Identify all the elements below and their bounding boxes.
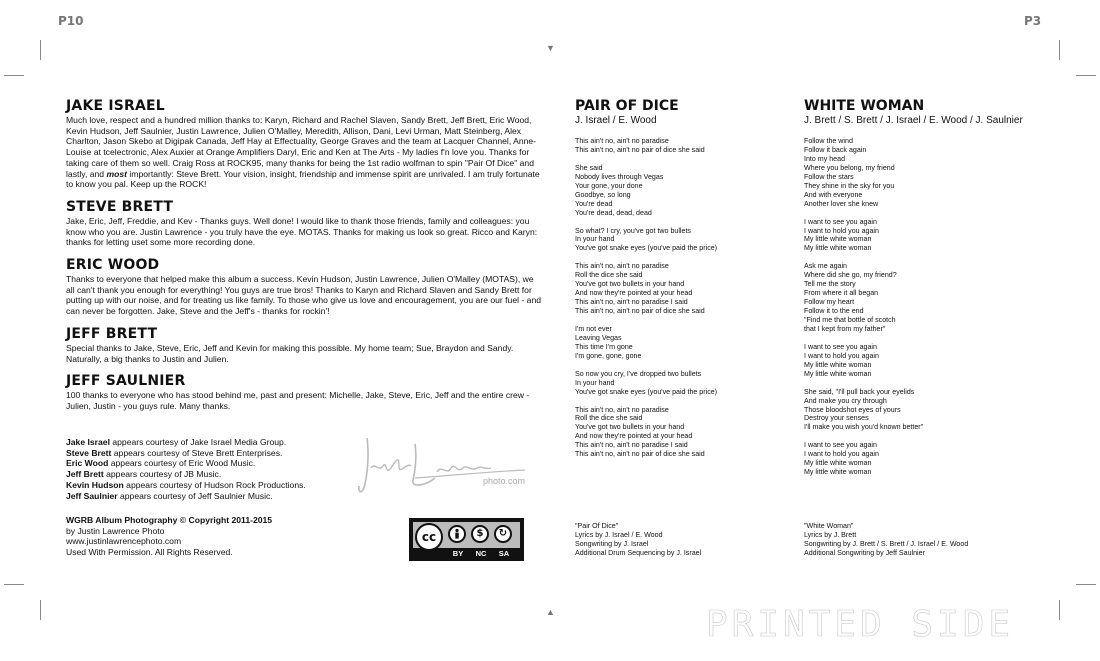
lyric-line: They shine in the sky for you	[804, 181, 895, 190]
lyric-line: My little white woman	[804, 468, 872, 477]
courtesy-name: Eric Wood	[66, 458, 109, 469]
crop-mark	[4, 75, 24, 76]
courtesy-text: appears courtesy of Steve Brett Enterprises.	[111, 447, 283, 458]
thanks-section-jeff-brett	[66, 326, 542, 364]
lyric-line: You've got snake eyes (you've paid the price)	[575, 387, 718, 396]
lyric-line: She said, "I'll pull back your eyelids	[804, 387, 915, 396]
lyric-line: Leaving Vegas	[575, 333, 622, 342]
courtesy-text: appears courtesy of Eric Wood Music.	[108, 458, 256, 469]
lyric-line: Goodbye, so long	[575, 190, 631, 199]
lyric-line: And with everyone	[804, 190, 863, 199]
lyric-line: She said	[575, 163, 603, 172]
lyric-line: Follow it back again	[804, 145, 867, 154]
lyric-line: Another lover she knew	[804, 199, 879, 208]
lyric-stanza	[575, 262, 790, 316]
song-note-line: Lyrics by J. Israel / E. Wood	[575, 530, 663, 539]
lyric-line: "Find me that bottle of scotch	[804, 316, 896, 325]
lyric-line: This ain't no, ain't no paradise I said	[575, 441, 688, 450]
sharealike-icon: ↻	[494, 525, 512, 543]
lyric-stanza	[575, 227, 790, 254]
song-note-line: Songwriting by J. Israel	[575, 539, 649, 548]
lyric-line: This ain't no, ain't no pair of dice she said	[575, 450, 705, 459]
thanks-section-steve	[66, 199, 542, 248]
copyright-title: WGRB Album Photography © Copyright 2011-2015	[66, 515, 273, 525]
section-body: Jake, Eric, Jeff, Freddie, and Kev - Thanks guys. Well done! I would like to thank those friends, family and colleagues: you know who you are. Justin Lawrence - you truly have the eye. MOTAS. Thanks for making us look so great. Ricco and Karyn: thanks for letting uset some more recording done.	[66, 215, 538, 248]
thanks-section-jeff-saulnier	[66, 373, 542, 411]
lyric-line: Your gone, your done	[575, 181, 643, 190]
section-body: Special thanks to Jake, Steve, Eric, Jeff and Kevin for making this possible. My home team; Sue, Braydon and Sandy. Naturally, a big thanks to Justin and Julien.	[66, 342, 514, 364]
cc-label-by: BY	[452, 549, 464, 558]
song-lyrics	[575, 137, 790, 459]
lyric-line: And now they're pointed at your head	[575, 289, 693, 298]
lyric-line: You're dead	[575, 199, 613, 208]
section-heading: ERIC WOOD	[66, 257, 160, 274]
section-heading: JAKE ISRAEL	[66, 98, 165, 114]
courtesy-list	[66, 437, 366, 501]
lyric-line: I want to see you again	[804, 441, 877, 450]
lyric-stanza	[804, 262, 1054, 334]
lyric-line: And make you cry through	[804, 396, 887, 405]
lyric-line: Roll the dice she said	[575, 271, 643, 280]
crop-mark	[4, 584, 24, 585]
lyric-stanza	[575, 137, 790, 155]
fold-up-triangle-icon: ▲	[546, 607, 555, 617]
courtesy-text: appears courtesy of Jeff Saulnier Music.	[117, 490, 273, 501]
courtesy-name: Jake Israel	[66, 437, 110, 447]
song-note-line: Lyrics by J. Brett	[804, 530, 857, 539]
section-body-text: Much love, respect and a hundred million thanks to: Karyn, Richard and Rachel Slaven, Sandy Brett, Jeff Brett, Eric Wood, Kevin Hudson, Jeff Saulnier, Justin Lawrence, Julien O'Malley, Meredith, Allison, Dani, Levi Urman, Matt Steinberg, Alex Charlton, Jason Skebo at Digipak Canada, Jeff Hay at Effectuality, George Graves and the team at Lacquer Channel, Anne-Louise at tcelectronic, Alex Auxier at Orange Amplifiers Daryl, Eric and Ken at The Arts - My ladies f'n love you. Thanks for taking care of them so well. Craig Ross at ROCK95, many thanks for being the 1st radio wolfman to spin "Pair Of Dice" and lastly, and	[66, 115, 537, 179]
song-note-line: "Pair Of Dice"	[575, 522, 619, 530]
thanks-section-jake	[66, 98, 542, 190]
copyright-line: Used With Permission. All Rights Reserved.	[66, 547, 233, 558]
page-label-left: P10	[58, 14, 84, 28]
song-credit: J. Brett / S. Brett / J. Israel / E. Wood / J. Saulnier	[804, 115, 1023, 126]
lyric-line: This ain't no, ain't no pair of dice she said	[575, 307, 705, 316]
courtesy-name: Steve Brett	[66, 447, 112, 458]
lyric-line: You've got two bullets in your hand	[575, 280, 685, 289]
crop-mark	[1076, 584, 1096, 585]
lyric-line: Nobody lives through Vegas	[575, 172, 664, 181]
lyric-line: Where you belong, my friend	[804, 163, 895, 172]
lyric-line: From where it all began	[804, 289, 879, 298]
lyric-line: I want to hold you again	[804, 226, 879, 235]
printed-side-watermark: PRINTED SIDE	[706, 604, 1015, 645]
lyric-line: You're dead, dead, dead	[575, 208, 652, 217]
lyric-line: Destroy your senses	[804, 414, 869, 423]
lyric-line: Ask me again	[804, 262, 847, 271]
lyric-stanza	[804, 343, 1054, 379]
section-body	[66, 115, 542, 190]
signature-graphic	[355, 432, 530, 504]
crop-mark	[1059, 40, 1060, 60]
lyric-line: My little white woman	[804, 369, 872, 378]
attribution-icon	[448, 525, 466, 543]
lyric-line: My little white woman	[804, 360, 872, 369]
section-heading: JEFF SAULNIER	[66, 373, 186, 390]
lyric-line: So what? I cry, you've got two bullets	[575, 226, 691, 235]
noncommercial-icon: $	[471, 525, 489, 543]
cc-icon: cc	[415, 523, 443, 551]
lyric-line: So now you cry, I've dropped two bullets	[575, 369, 702, 378]
courtesy-name: Kevin Hudson	[66, 479, 124, 490]
crop-mark	[1059, 600, 1060, 620]
lyric-line: that I kept from my father"	[804, 324, 886, 333]
lyric-line: I want to see you again	[804, 217, 877, 226]
lyric-line: I want to see you again	[804, 342, 877, 351]
courtesy-text: appears courtesy of JB Music.	[103, 469, 222, 480]
lyric-line: I'll make you wish you'd known better"	[804, 423, 924, 432]
lyric-line: My little white woman	[804, 235, 872, 244]
thanks-section-eric	[66, 257, 542, 317]
courtesy-line	[66, 491, 366, 502]
lyric-line: Roll the dice she said	[575, 414, 643, 423]
song-notes-pair-of-dice	[575, 522, 790, 558]
courtesy-name: Jeff Saulnier	[66, 490, 118, 501]
lyric-line: This ain't no, ain't no paradise	[575, 405, 669, 414]
song-pair-of-dice	[575, 98, 790, 468]
song-note-line: Additional Drum Sequencing by J. Israel	[575, 548, 702, 557]
courtesy-line	[66, 458, 366, 469]
section-heading: STEVE BRETT	[66, 198, 174, 215]
lyric-line: Follow the wind	[804, 137, 853, 145]
crop-mark	[40, 40, 41, 60]
song-note-line: Additional Songwriting by Jeff Saulnier	[804, 548, 925, 557]
lyric-line: This ain't no, ain't no paradise I said	[575, 298, 688, 307]
lyric-line: I'm gone, gone, gone	[575, 351, 642, 360]
song-white-woman	[804, 98, 1054, 486]
cc-label-sa: SA	[498, 549, 510, 558]
song-note-line: Songwriting by J. Brett / S. Brett / J. Israel / E. Wood	[804, 539, 969, 548]
lyric-stanza	[804, 441, 1054, 477]
thanks-column	[66, 98, 542, 421]
lyric-line: You've got snake eyes (you've paid the price)	[575, 244, 718, 253]
cc-label-nc: NC	[475, 549, 487, 558]
crop-mark	[1076, 75, 1096, 76]
lyric-stanza	[804, 388, 1054, 433]
lyric-line: You've got two bullets in your hand	[575, 423, 685, 432]
song-title: PAIR OF DICE	[575, 98, 679, 114]
lyric-line: I'm not ever	[575, 324, 612, 333]
lyric-line: This ain't no, ain't no paradise	[575, 137, 669, 145]
section-body-text-end: importantly: Steve Brett. Your vision, insight, friendship and immense spirit are unrivaled. I am truly fortunate to know you pal. Keep up the ROCK!	[66, 168, 540, 190]
lyric-line: Where did she go, my friend?	[804, 271, 897, 280]
song-title: WHITE WOMAN	[804, 98, 925, 114]
lyric-line: My little white woman	[804, 459, 872, 468]
copyright-block	[66, 515, 366, 558]
section-body: 100 thanks to everyone who has stood behind me, past and present: Michelle, Jake, Steve, Eric, Jeff and the entire crew - Julien, Justin - you guys rule. Many thanks.	[66, 390, 530, 411]
lyric-line: In your hand	[575, 235, 615, 244]
lyric-stanza	[575, 325, 790, 361]
lyric-line: This ain't no, ain't no paradise	[575, 262, 669, 271]
lyric-stanza	[575, 164, 790, 218]
section-body: Thanks to everyone that helped make this album a success. Kevin Hudson, Justin Lawrence, Julien O'Malley (MOTAS), we all can't thank you enough for everything! You guys are true bros! Thanks to Karyn and Richard Slaven and Sandy Brett for putting up with our noise, and for treating us like family. To those who give us love and encouragement, you are our fuel - and can never be forgotten. Jake, Steve and the Jeff's - thanks for rockin'!	[66, 274, 542, 317]
courtesy-text: appears courtesy of Jake Israel Media Group.	[109, 437, 287, 447]
song-notes-white-woman	[804, 522, 1054, 558]
courtesy-line	[66, 437, 366, 448]
lyric-line: Follow my heart	[804, 298, 855, 307]
song-note-line: "White Woman"	[804, 522, 854, 530]
crop-mark	[40, 600, 41, 620]
song-lyrics	[804, 137, 1054, 477]
section-heading: JEFF BRETT	[66, 325, 158, 342]
copyright-line: www.justinlawrencephoto.com	[66, 536, 182, 547]
courtesy-name: Jeff Brett	[66, 469, 104, 480]
lyric-line: Tell me the story	[804, 280, 856, 289]
lyric-line: I want to hold you again	[804, 351, 879, 360]
lyric-stanza	[575, 370, 790, 397]
cc-license-badge	[409, 518, 524, 561]
lyric-line: This time I'm gone	[575, 342, 633, 351]
lyric-line: My little white woman	[804, 244, 872, 253]
lyric-stanza	[804, 218, 1054, 254]
song-credit: J. Israel / E. Wood	[575, 115, 657, 126]
lyric-line: Those bloodshot eyes of yours	[804, 405, 901, 414]
courtesy-line	[66, 480, 366, 491]
signature-sub: photo.com	[483, 476, 526, 486]
lyric-line: I want to hold you again	[804, 450, 879, 459]
lyric-line: In your hand	[575, 378, 615, 387]
courtesy-text: appears courtesy of Hudson Rock Productions.	[123, 479, 306, 490]
lyric-line: Into my head	[804, 154, 846, 163]
lyric-line: Follow the stars	[804, 172, 854, 181]
fold-down-triangle-icon: ▼	[546, 43, 555, 53]
lyric-line: Follow it to the end	[804, 307, 864, 316]
copyright-line: by Justin Lawrence Photo	[66, 525, 165, 536]
lyric-stanza	[804, 137, 1054, 209]
courtesy-line	[66, 469, 366, 480]
lyric-line: And now they're pointed at your head	[575, 432, 693, 441]
page-label-right: P3	[1024, 14, 1042, 28]
photographer-signature-logo	[355, 432, 530, 504]
courtesy-line	[66, 448, 366, 459]
section-body-emphasis: most	[106, 168, 127, 179]
lyric-stanza	[575, 406, 790, 460]
lyric-line: This ain't no, ain't no pair of dice she said	[575, 145, 705, 154]
